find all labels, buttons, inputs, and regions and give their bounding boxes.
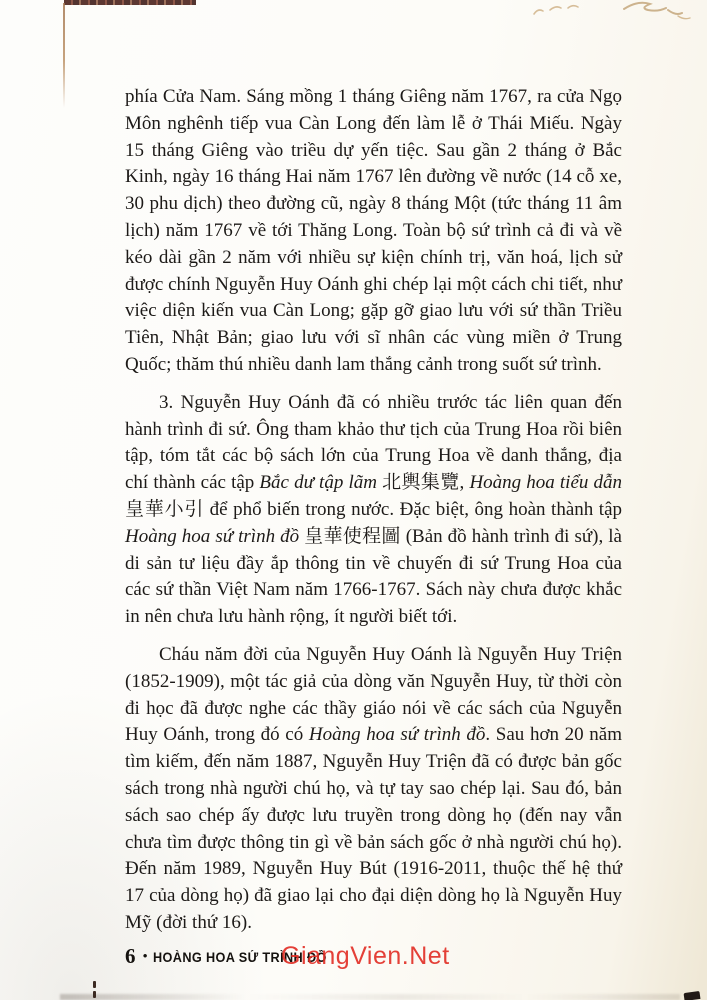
- text-run: phía Cửa Nam. Sáng mồng 1 tháng Giêng năm 1767, ra cửa Ngọ Môn nghênh tiếp vua Càn Long đến làm lễ ở Thái Miếu. Ngày 15 tháng Giêng vào triều dự yến tiệc. Sau gần 2 tháng ở Bắc Kinh, ngày 16 tháng Hai năm 1767 lên đường về nước (14 cỗ xe, 30 phu dịch) theo đường cũ, ngày 8 tháng Một (tức tháng 11 âm lịch) năm 1767 về tới Thăng Long. Toàn bộ sứ trình cả đi và về kéo dài gần 2 năm với nhiều sự kiện chính trị, văn hoá, lịch sử được chính Nguyễn Huy Oánh ghi chép lại một cách chi tiết, như việc diện kiến vua Càn Long; gặp gỡ giao lưu với sứ thần Triều Tiên, Nhật Bản; giao lưu với sĩ nhân các vùng miền ở Trung Quốc; thăm thú nhiều danh lam thắng cảnh trong suốt sứ trình.: [125, 86, 622, 375]
- book-title-italic: Hoàng hoa tiểu dẫn: [469, 472, 623, 494]
- book-title-italic: Bắc dư tập lãm: [259, 472, 377, 494]
- text-run: 北輿集覽,: [376, 472, 470, 494]
- text-run: 皇華小引 để phổ biến trong nước. Đặc biệt, ông hoàn thành tập: [125, 498, 622, 520]
- watermark: GiangVien.Net: [281, 942, 450, 970]
- scan-corner-mark: [684, 991, 701, 1000]
- footer-title: HOÀNG HOA SỨ TRÌNH ĐỒ: [152, 950, 327, 965]
- text-run: 皇華使程圖 (Bản đồ hành trình đi sứ), là di sản tư liệu đầy ắp thông tin về chuyến đi sứ Trung Hoa của các sứ thần Việt Nam năm 1766-1767. Sách này chưa được khắc in nên chưa lưu hành rộng, ít người biết tới.: [125, 525, 622, 628]
- text-run: . Sau hơn 20 năm tìm kiếm, đến năm 1887, Nguyễn Huy Triện đã có được bản gốc sách trong nhà người chú họ, và tự tay sao chép lại. Sau đó, bản sách sao chép ấy được lưu truyền trong dòng họ (đến nay vẫn chưa tìm được thông tin gì về bản sách gốc ở nhà người chú họ). Đến năm 1989, Nguyễn Huy Bút (1916-2011, thuộc thế hệ thứ 17 của dòng họ) đã giao lại cho đại diện dòng họ là Nguyễn Huy Mỹ (đời thứ 16).: [125, 724, 622, 933]
- paragraph: [125, 84, 622, 379]
- book-title-italic: Hoàng hoa sứ trình đồ: [125, 525, 300, 547]
- book-title-italic: Hoàng hoa sứ trình đồ: [308, 724, 486, 746]
- scan-edge-strip: [64, 0, 196, 5]
- paragraph: [125, 642, 622, 937]
- footer-bullet: •: [142, 949, 148, 965]
- text-run: Cháu năm đời của Nguyễn Huy Oánh là Nguyễn Huy Triện (1852-1909), một tác giả của dòng văn Nguyễn Huy, từ thời còn đi học đã được nghe các thầy giáo nói về các sách của Nguyễn Huy Oánh, trong đó có: [125, 643, 622, 746]
- page-number: 6: [125, 944, 136, 968]
- handwriting-mark: [528, 0, 703, 42]
- paragraph: [125, 390, 622, 631]
- body-text: [125, 84, 622, 948]
- scan-bottom-smudge: [60, 994, 680, 1000]
- text-run: 3. Nguyễn Huy Oánh đã có nhiều trước tác liên quan đến hành trình đi sứ. Ông tham khảo thư tịch của Trung Hoa rồi biên tập, tóm tắt các bộ sách lớn của Trung Hoa về danh thắng, địa chí thành các tập: [125, 391, 622, 494]
- scan-fold-line: [63, 3, 65, 108]
